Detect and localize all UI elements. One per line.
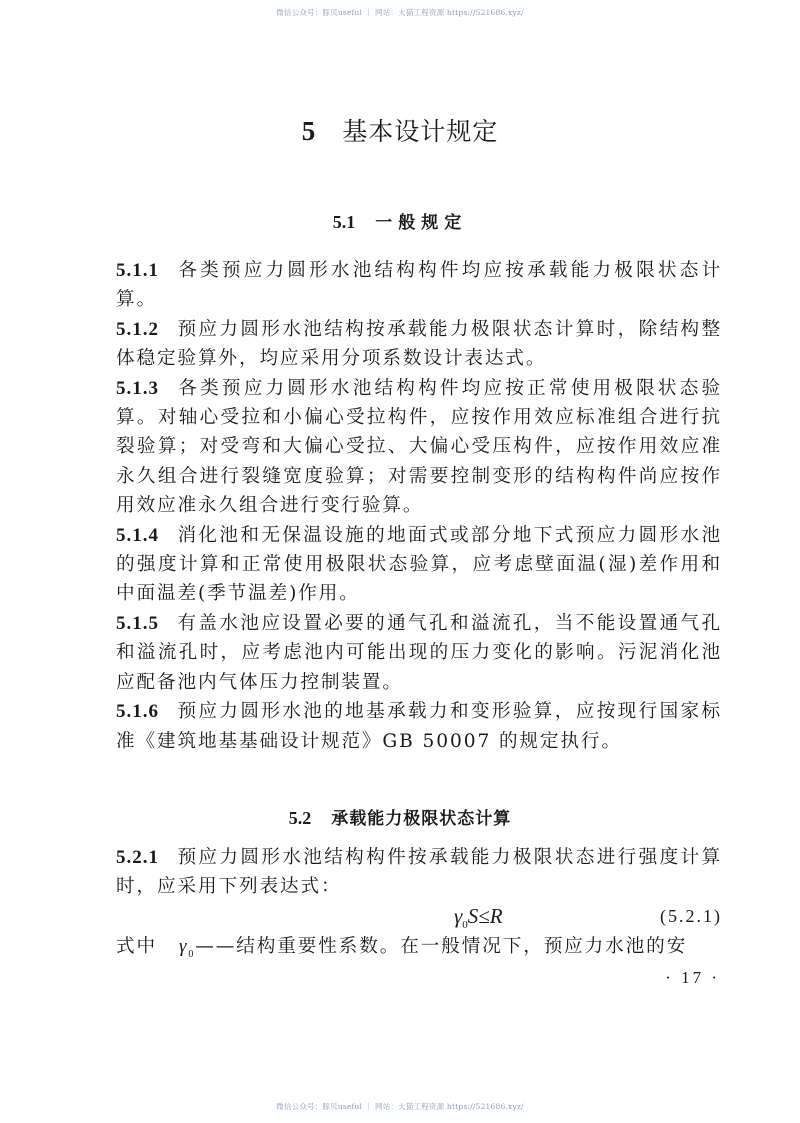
section-number: 5.1 bbox=[332, 212, 356, 232]
watermark-top: 微信公众号：豚贝useful ｜ 网站：大猫工程资源 https://521686.xyz/ bbox=[276, 8, 524, 17]
clause-text: 有盖水池应设置必要的通气孔和溢流孔，当不能设置通气孔和溢流孔时，应考虑池内可能出现的压力变化的影响。污泥消化池应配备池内气体压力控制装置。 bbox=[116, 612, 722, 693]
watermark-bottom: 微信公众号：豚贝useful ｜ 网站：大猫工程资源 https://521686.xyz/ bbox=[276, 1102, 524, 1111]
formula-line bbox=[116, 902, 722, 932]
section-title: 一般规定 bbox=[375, 213, 468, 233]
clause-5-2-1 bbox=[116, 843, 722, 902]
clause-number: 5.1.3 bbox=[116, 377, 159, 399]
clause-text: 预应力圆形水池的地基承载力和变形验算，应按现行国家标准《建筑地基基础设计规范》GB 50007 的规定执行。 bbox=[116, 701, 722, 752]
section-5-2-body bbox=[116, 843, 722, 969]
where-text: ——结构重要性系数。在一般情况下，预应力水池的安 bbox=[195, 935, 688, 957]
section-heading-5-2 bbox=[0, 804, 800, 829]
section-number: 5.2 bbox=[288, 808, 312, 828]
chapter-title bbox=[0, 112, 800, 148]
clause-number: 5.1.2 bbox=[116, 318, 159, 340]
formula-subscript: 0 bbox=[462, 919, 468, 931]
section-heading-5-1 bbox=[0, 208, 800, 233]
clause-5-1-2 bbox=[116, 315, 722, 374]
clause-number: 5.2.1 bbox=[116, 847, 159, 868]
page-number: · 17 · bbox=[665, 968, 720, 987]
clause-number: 5.1.1 bbox=[116, 260, 159, 281]
where-label: 式中 bbox=[116, 935, 157, 957]
clause-text: 预应力圆形水池结构构件按承载能力极限状态进行强度计算时，应采用下列表达式： bbox=[116, 847, 722, 898]
clause-text: 各类预应力圆形水池结构构件均应按正常使用极限状态验算。对轴心受拉和小偏心受拉构件，应按作用效应标准组合进行抗裂验算；对受弯和大偏心受拉、大偏心受压构件，应按作用效应准永久组合进行裂缝宽度验算；对需要控制变形的结构构件尚应按作用效应准永久组合进行变行验算。 bbox=[116, 377, 722, 517]
where-definition bbox=[116, 932, 722, 969]
clause-5-1-3 bbox=[116, 374, 722, 521]
symbol-subscript: 0 bbox=[188, 948, 196, 960]
clause-number: 5.1.6 bbox=[116, 701, 159, 723]
clause-number: 5.1.4 bbox=[116, 524, 159, 546]
section-5-1-body bbox=[116, 256, 722, 756]
clause-5-1-5 bbox=[116, 609, 722, 697]
clause-text: 各类预应力圆形水池结构构件均应按承载能力极限状态计算。 bbox=[116, 260, 722, 311]
section-title: 承载能力极限状态计算 bbox=[331, 809, 512, 829]
clause-text: 预应力圆形水池结构按承载能力极限状态计算时，除结构整体稳定验算外，均应采用分项系数设计表达式。 bbox=[116, 318, 722, 370]
clause-5-1-4 bbox=[116, 521, 722, 609]
formula-gamma: γ bbox=[454, 903, 463, 928]
clause-number: 5.1.5 bbox=[116, 612, 159, 634]
symbol-gamma-char: γ bbox=[179, 935, 189, 957]
clause-text: 消化池和无保温设施的地面式或部分地下式预应力圆形水池的强度计算和正常使用极限状态验算，应考虑壁面温(湿)差作用和中面温差(季节温差)作用。 bbox=[116, 524, 722, 605]
formula bbox=[454, 902, 503, 941]
equation-number: (5.2.1) bbox=[660, 905, 722, 926]
chapter-title-text: 基本设计规定 bbox=[342, 117, 499, 146]
chapter-number: 5 bbox=[301, 116, 317, 146]
clause-5-1-1 bbox=[116, 256, 722, 315]
symbol-gamma bbox=[179, 935, 196, 960]
clause-5-1-6 bbox=[116, 697, 722, 756]
formula-body: S≤R bbox=[467, 903, 503, 928]
